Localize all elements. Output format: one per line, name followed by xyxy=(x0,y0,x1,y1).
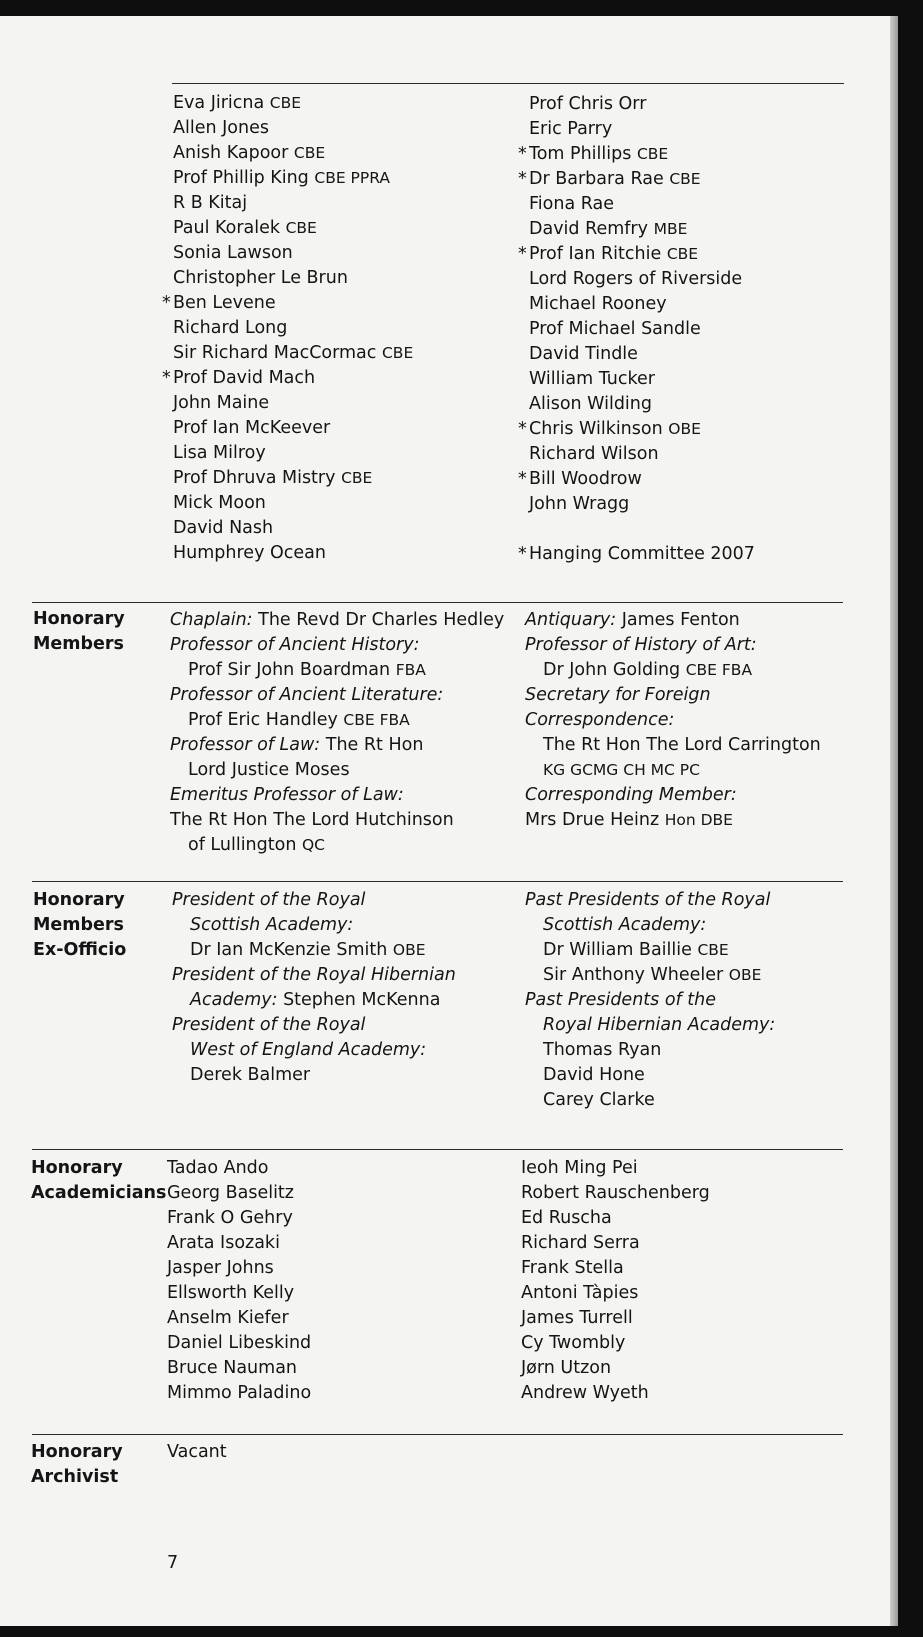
academician-name: Christopher Le Brun xyxy=(173,268,348,288)
academician-name: R B Kitaj xyxy=(173,193,248,213)
academician-name: David Nash xyxy=(173,518,274,538)
academician-entry xyxy=(518,467,755,492)
honours-suffix: CBE xyxy=(636,145,669,163)
honorary-academician-name: Richard Serra xyxy=(521,1233,640,1253)
role-title: Professor of Ancient History: xyxy=(170,635,420,655)
entry-line xyxy=(172,1013,456,1038)
entry-text: FBA xyxy=(395,661,426,679)
academician-entry xyxy=(173,316,413,341)
academician-entry xyxy=(529,292,755,317)
academician-name: Mick Moon xyxy=(173,493,266,513)
academician-name: Prof Ian McKeever xyxy=(173,418,331,438)
section-divider xyxy=(32,881,843,882)
entry-line xyxy=(170,783,504,808)
section-label-honorary-members xyxy=(33,607,125,657)
section-label-line: Members xyxy=(33,915,124,935)
document-page xyxy=(0,16,890,1626)
academician-entry xyxy=(173,466,413,491)
academician-entry xyxy=(173,166,413,191)
honorary-academician-name: James Turrell xyxy=(521,1308,633,1328)
academician-name: Prof Phillip King xyxy=(173,168,309,188)
honours-suffix: OBE xyxy=(668,420,701,438)
academician-entry xyxy=(162,291,413,316)
academician-name: John Maine xyxy=(173,393,270,413)
role-title: West of England Academy: xyxy=(190,1040,427,1060)
academician-entry xyxy=(529,217,755,242)
honorary-academician-name: Tadao Ando xyxy=(167,1158,269,1178)
academician-name: Ben Levene xyxy=(173,293,276,313)
honorary-academician-name: Antoni Tàpies xyxy=(521,1283,639,1303)
entry-line xyxy=(172,963,456,988)
entry-line xyxy=(172,888,456,913)
academician-name: Michael Rooney xyxy=(529,294,667,314)
entry-line xyxy=(170,683,504,708)
honorary-academicians-left-column xyxy=(167,1156,311,1406)
academician-name: Bill Woodrow xyxy=(529,469,642,489)
honours-suffix: CBE xyxy=(285,219,317,237)
section-label-line: Honorary xyxy=(33,890,125,910)
role-title: Antiquary: xyxy=(525,610,617,630)
honorary-academician-name: Frank O Gehry xyxy=(167,1208,293,1228)
honorary-academician-name: Ieoh Ming Pei xyxy=(521,1158,638,1178)
entry-text: Thomas Ryan xyxy=(543,1040,662,1060)
academician-name: Eva Jiricna xyxy=(173,93,265,113)
role-title: Chaplain: xyxy=(170,610,253,630)
section-label-line: Honorary xyxy=(33,609,125,629)
academician-entry xyxy=(173,516,413,541)
academician-entry xyxy=(529,392,755,417)
entry-line xyxy=(170,608,504,633)
asterisk-mark: * xyxy=(518,244,527,264)
honorary-members-left-column xyxy=(170,608,504,858)
entry-line xyxy=(525,758,821,783)
academician-name: Prof Chris Orr xyxy=(529,94,647,114)
academician-entry xyxy=(518,242,755,267)
academician-name: Allen Jones xyxy=(173,118,269,138)
academician-entry xyxy=(173,116,413,141)
entry-line xyxy=(525,608,821,633)
entry-text: OBE xyxy=(392,941,426,959)
entry-line xyxy=(525,1063,775,1088)
academician-entry xyxy=(173,141,413,166)
honorary-academician-name: Georg Baselitz xyxy=(167,1183,294,1203)
entry-line xyxy=(172,1063,456,1088)
honorary-academician-name: Jasper Johns xyxy=(167,1258,274,1278)
entry-line xyxy=(525,1038,775,1063)
section-divider xyxy=(32,1434,843,1435)
role-title: Academy: xyxy=(190,990,278,1010)
entry-line xyxy=(525,1013,775,1038)
entry-text: Mrs Drue Heinz xyxy=(525,810,665,830)
honorary-academician-name: Frank Stella xyxy=(521,1258,624,1278)
role-title: Emeritus Professor of Law: xyxy=(170,785,404,805)
entry-text: Dr Ian McKenzie Smith xyxy=(190,940,393,960)
entry-text: CBE FBA xyxy=(685,661,753,679)
section-label-honorary-academicians xyxy=(31,1156,166,1206)
academician-name: Anish Kapoor xyxy=(173,143,289,163)
entry-text: Stephen McKenna xyxy=(277,990,441,1010)
academician-name: Lord Rogers of Riverside xyxy=(529,269,743,289)
academician-entry xyxy=(529,267,755,292)
role-title: Correspondence: xyxy=(525,710,675,730)
academician-entry xyxy=(529,117,755,142)
role-title: Secretary for Foreign xyxy=(525,685,711,705)
role-title: President of the Royal xyxy=(172,1015,366,1035)
section-divider xyxy=(32,602,843,603)
section-divider xyxy=(172,83,844,84)
entry-text: QC xyxy=(301,836,326,854)
honorary-members-right-column xyxy=(525,608,821,833)
academician-name: Richard Long xyxy=(173,318,288,338)
honours-suffix: CBE xyxy=(669,170,701,188)
academician-name: Prof David Mach xyxy=(173,368,316,388)
entry-text: The Rt Hon The Lord Hutchinson xyxy=(170,810,454,830)
entry-line xyxy=(525,963,775,988)
entry-line xyxy=(525,1088,775,1113)
section-divider xyxy=(32,1149,843,1150)
honorary-academician-name: Ellsworth Kelly xyxy=(167,1283,295,1303)
section-label-line: Members xyxy=(33,634,124,654)
entry-line xyxy=(172,938,456,963)
academician-entry xyxy=(518,167,755,192)
asterisk-mark: * xyxy=(518,469,527,489)
academician-name: Fiona Rae xyxy=(529,194,615,214)
entry-line xyxy=(170,658,504,683)
entry-text: Derek Balmer xyxy=(190,1065,311,1085)
role-title: President of the Royal Hibernian xyxy=(172,965,456,985)
entry-text: James Fenton xyxy=(616,610,740,630)
academician-name: Richard Wilson xyxy=(529,444,659,464)
academician-entry xyxy=(529,367,755,392)
academician-entry xyxy=(173,441,413,466)
entry-text: Dr John Golding xyxy=(543,660,686,680)
academician-name: Chris Wilkinson xyxy=(529,419,663,439)
academician-entry xyxy=(518,142,755,167)
academician-name: Prof Dhruva Mistry xyxy=(173,468,336,488)
academician-name: Prof Ian Ritchie xyxy=(529,244,662,264)
honours-suffix: CBE xyxy=(666,245,699,263)
entry-line xyxy=(525,988,775,1013)
ex-officio-left-column xyxy=(172,888,456,1088)
academician-name: David Tindle xyxy=(529,344,638,364)
honours-suffix: CBE PPRA xyxy=(314,169,390,187)
entry-line xyxy=(525,783,821,808)
entry-text: Prof Sir John Boardman xyxy=(188,660,396,680)
entry-text: David Hone xyxy=(543,1065,645,1085)
academician-name: Dr Barbara Rae xyxy=(529,169,664,189)
role-title: Scottish Academy: xyxy=(190,915,354,935)
honorary-academician-name: Ed Ruscha xyxy=(521,1208,612,1228)
academician-entry xyxy=(529,342,755,367)
honorary-academician-name: Cy Twombly xyxy=(521,1333,626,1353)
entry-line xyxy=(170,758,504,783)
academician-entry xyxy=(173,266,413,291)
academician-entry xyxy=(518,417,755,442)
section-label-line: Academicians xyxy=(31,1183,167,1203)
honours-suffix: CBE xyxy=(293,144,326,162)
role-title: Past Presidents of the xyxy=(525,990,716,1010)
asterisk-mark: * xyxy=(518,144,527,164)
honorary-academicians-right-column xyxy=(521,1156,710,1406)
academician-entry xyxy=(173,391,413,416)
entry-line xyxy=(170,808,504,833)
section-label-line: Ex-Officio xyxy=(33,940,127,960)
honours-suffix: CBE xyxy=(381,344,414,362)
entry-line xyxy=(172,1038,456,1063)
asterisk-mark: * xyxy=(518,169,527,189)
honours-suffix: MBE xyxy=(653,220,688,238)
honorary-academician-name: Bruce Nauman xyxy=(167,1358,298,1378)
academician-entry xyxy=(529,92,755,117)
academician-entry xyxy=(173,91,413,116)
academician-name: Sonia Lawson xyxy=(173,243,293,263)
section-label-line: Honorary xyxy=(31,1442,123,1462)
role-title: Scottish Academy: xyxy=(543,915,707,935)
role-title: Royal Hibernian Academy: xyxy=(543,1015,776,1035)
page-edge xyxy=(890,16,898,1626)
section-label-ex-officio xyxy=(33,888,126,963)
academician-name: Paul Koralek xyxy=(173,218,280,238)
role-title: Professor of Law: xyxy=(170,735,321,755)
academician-entry xyxy=(173,491,413,516)
asterisk-mark: * xyxy=(518,419,527,439)
academician-entry xyxy=(162,366,413,391)
role-title: Past Presidents of the Royal xyxy=(525,890,771,910)
entry-line xyxy=(170,633,504,658)
honorary-academician-name: Robert Rauschenberg xyxy=(521,1183,710,1203)
entry-text: Sir Anthony Wheeler xyxy=(543,965,729,985)
entry-line xyxy=(170,733,504,758)
academician-name: Tom Phillips xyxy=(529,144,632,164)
entry-line xyxy=(525,633,821,658)
entry-line xyxy=(525,913,775,938)
entry-text: The Revd Dr Charles Hedley xyxy=(252,610,505,630)
academician-name: John Wragg xyxy=(529,494,630,514)
academician-entry xyxy=(173,341,413,366)
page-number: 7 xyxy=(167,1553,179,1573)
asterisk-mark: * xyxy=(518,544,527,564)
academician-name: Prof Michael Sandle xyxy=(529,319,701,339)
entry-text: OBE xyxy=(728,966,762,984)
entry-text: Hon DBE xyxy=(664,811,733,829)
academician-name: Sir Richard MacCormac xyxy=(173,343,377,363)
entry-line xyxy=(525,708,821,733)
academician-entry xyxy=(173,191,413,216)
section-label-line: Honorary xyxy=(31,1158,123,1178)
honorary-archivist-value: Vacant xyxy=(167,1442,227,1462)
entry-line xyxy=(170,708,504,733)
academician-entry xyxy=(173,541,413,566)
entry-line xyxy=(525,808,821,833)
ex-officio-right-column xyxy=(525,888,775,1113)
academicians-right-column xyxy=(518,92,755,567)
entry-line xyxy=(525,658,821,683)
academician-name: Alison Wilding xyxy=(529,394,652,414)
entry-line xyxy=(172,988,456,1013)
honours-suffix: CBE xyxy=(269,94,302,112)
honorary-academician-name: Andrew Wyeth xyxy=(521,1383,649,1403)
academician-entry xyxy=(529,492,755,517)
role-title: President of the Royal xyxy=(172,890,366,910)
entry-line xyxy=(525,888,775,913)
entry-text: KG GCMG CH MC PC xyxy=(543,761,700,779)
role-title: Professor of History of Art: xyxy=(525,635,757,655)
honorary-academician-name: Jørn Utzon xyxy=(521,1358,612,1378)
academician-entry xyxy=(518,542,755,567)
honorary-academician-name: Arata Isozaki xyxy=(167,1233,280,1253)
entry-text: Dr William Baillie xyxy=(543,940,698,960)
academicians-left-column xyxy=(162,91,414,566)
academician-name: Humphrey Ocean xyxy=(173,543,326,563)
academician-entry xyxy=(173,416,413,441)
academician-name: Hanging Committee 2007 xyxy=(529,544,755,564)
entry-text: Carey Clarke xyxy=(543,1090,655,1110)
academician-name: William Tucker xyxy=(529,369,655,389)
entry-line xyxy=(525,683,821,708)
academician-entry xyxy=(173,216,413,241)
entry-line xyxy=(172,913,456,938)
honours-suffix: CBE xyxy=(341,469,373,487)
entry-line xyxy=(525,938,775,963)
academician-entry xyxy=(529,317,755,342)
academician-entry xyxy=(529,442,755,467)
entry-text: Prof Eric Handley xyxy=(188,710,344,730)
entry-line xyxy=(525,733,821,758)
academician-name: David Remfry xyxy=(529,219,648,239)
academician-entry xyxy=(529,192,755,217)
academician-name: Lisa Milroy xyxy=(173,443,266,463)
academician-name: Eric Parry xyxy=(529,119,613,139)
asterisk-mark: * xyxy=(162,293,171,313)
role-title: Corresponding Member: xyxy=(525,785,737,805)
academician-entry xyxy=(173,241,413,266)
role-title: Professor of Ancient Literature: xyxy=(170,685,444,705)
honorary-academician-name: Anselm Kiefer xyxy=(167,1308,289,1328)
entry-line xyxy=(170,833,504,858)
entry-text: The Rt Hon The Lord Carrington xyxy=(543,735,821,755)
entry-text: CBE xyxy=(697,941,729,959)
section-label-line: Archivist xyxy=(31,1467,119,1487)
entry-text: CBE FBA xyxy=(343,711,410,729)
asterisk-mark: * xyxy=(162,368,171,388)
section-label-honorary-archivist xyxy=(31,1440,123,1490)
academician-entry xyxy=(529,517,755,542)
entry-text: of Lullington xyxy=(188,835,302,855)
honorary-academician-name: Daniel Libeskind xyxy=(167,1333,312,1353)
entry-text: The Rt Hon xyxy=(320,735,424,755)
honorary-academician-name: Mimmo Paladino xyxy=(167,1383,312,1403)
entry-text: Lord Justice Moses xyxy=(188,760,350,780)
